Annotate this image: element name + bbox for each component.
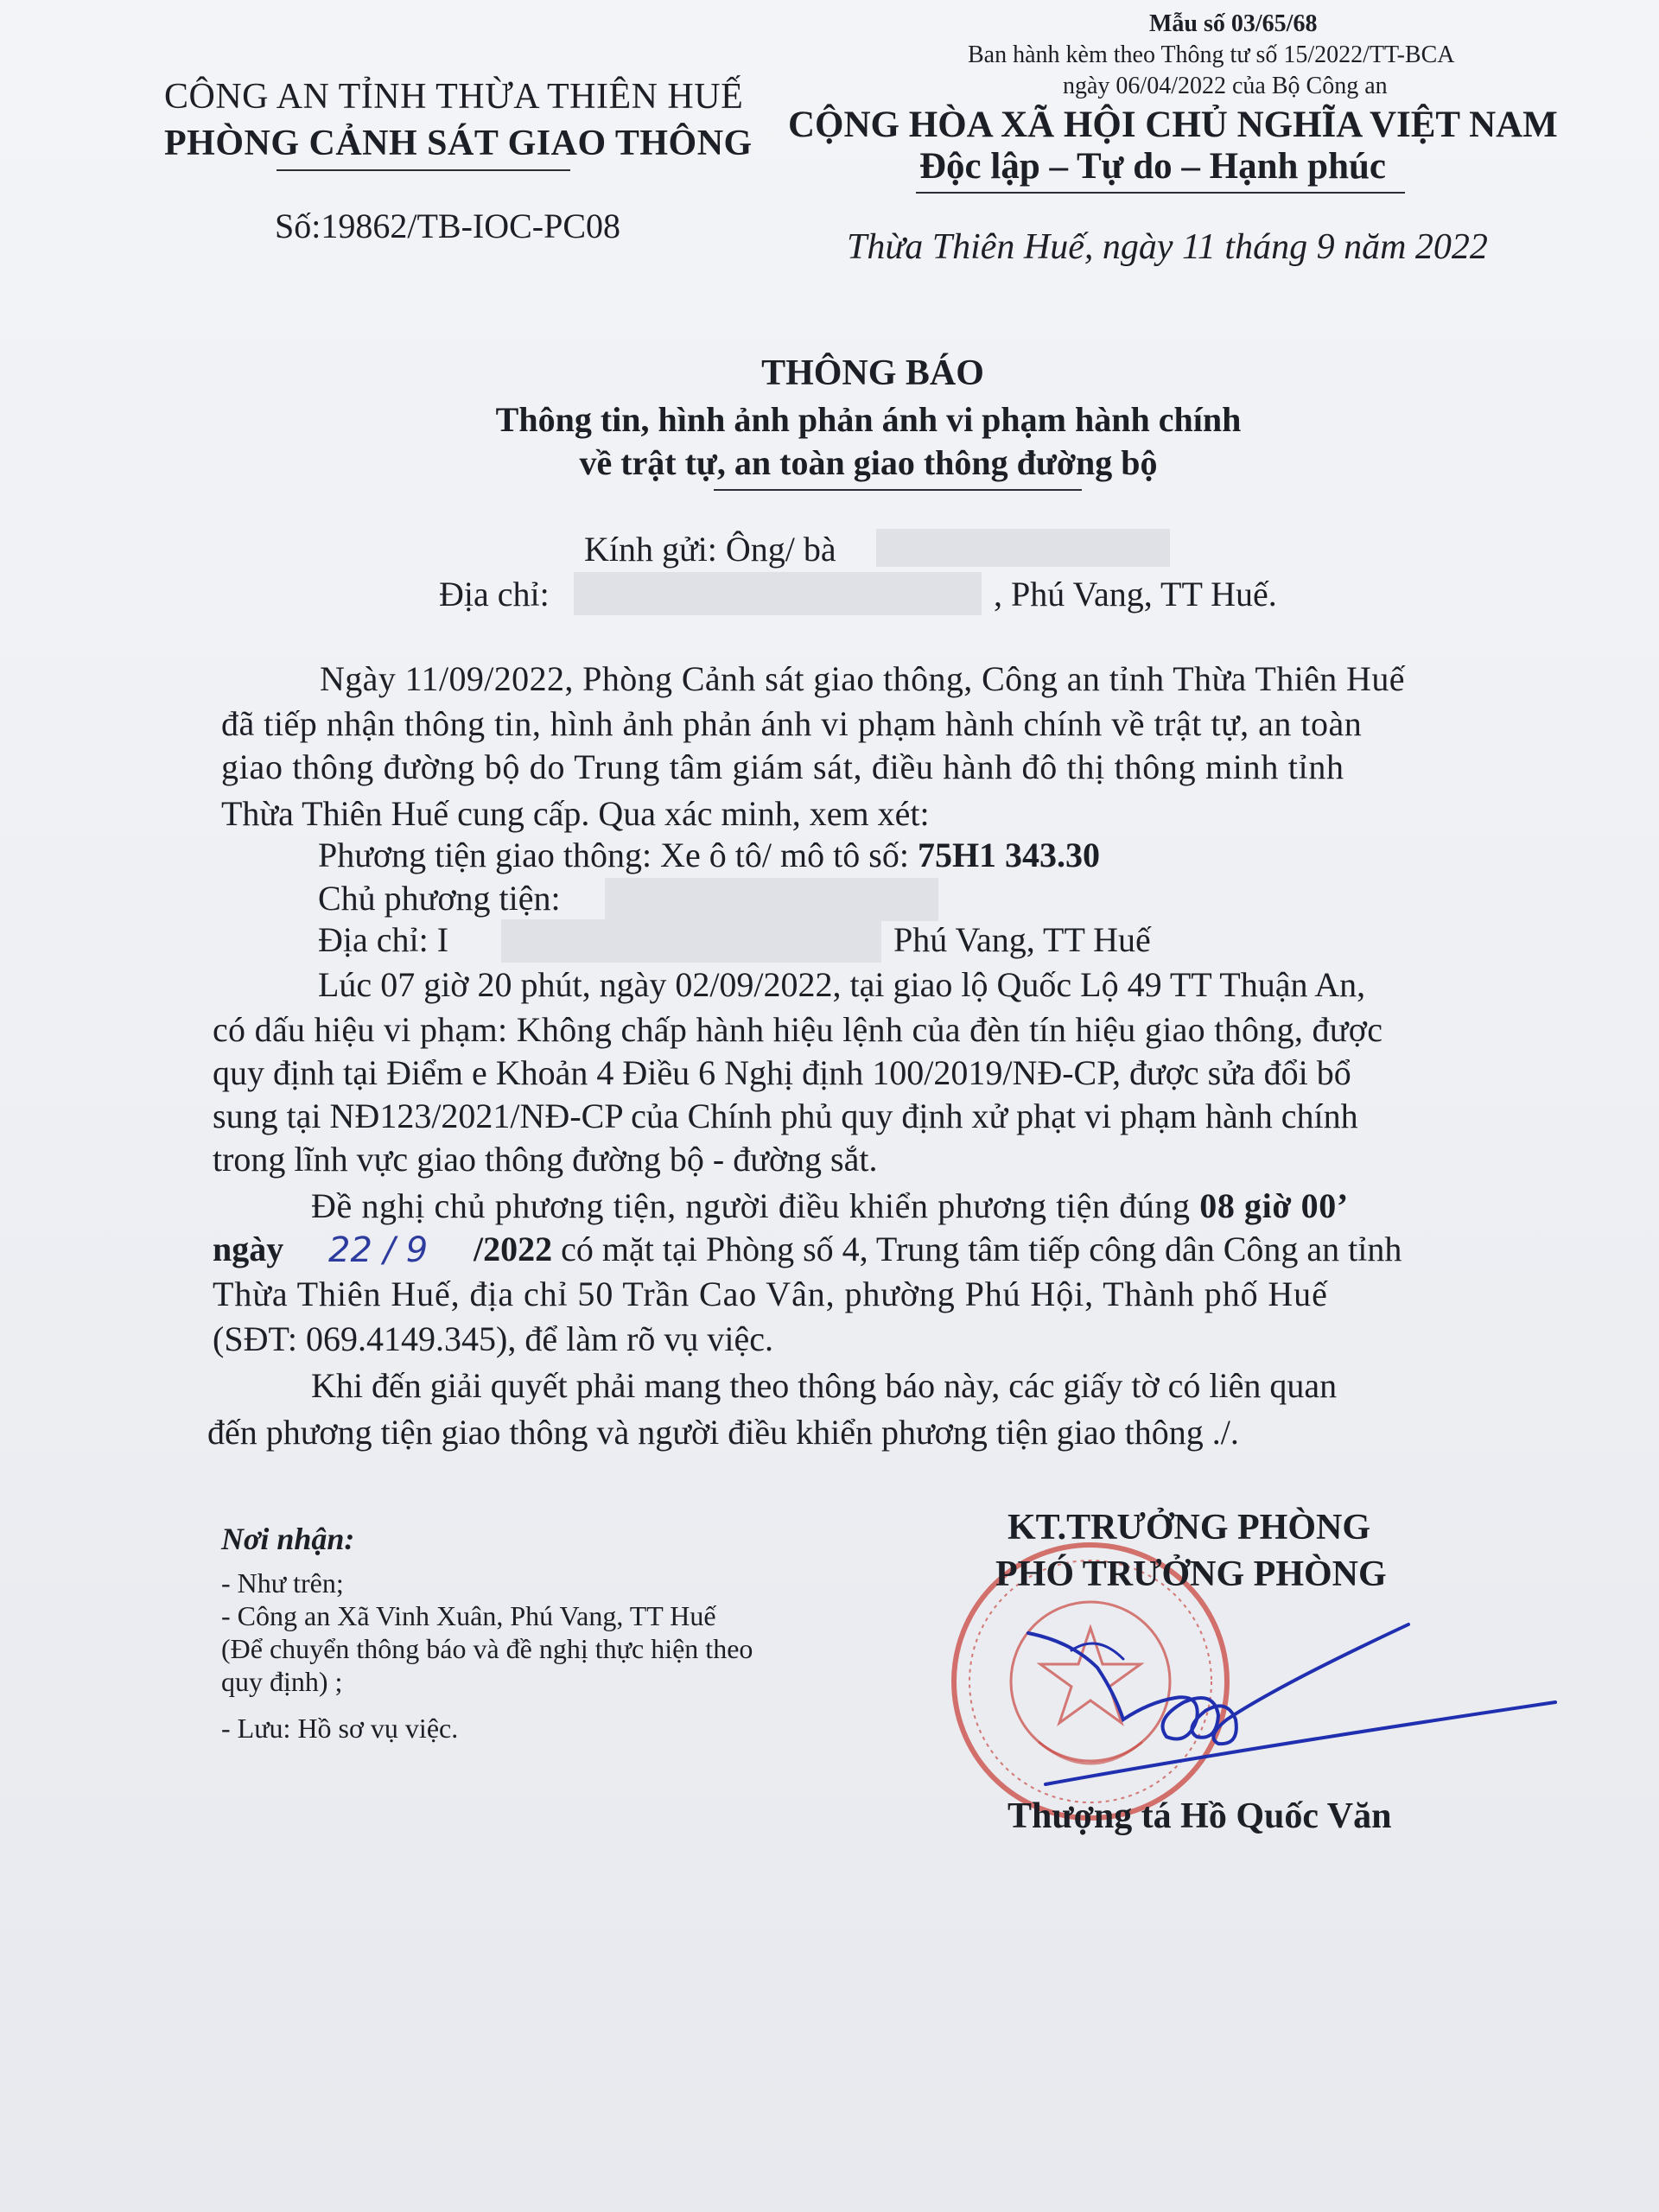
agency-name: CÔNG AN TỈNH THỪA THIÊN HUẾ <box>164 77 744 117</box>
appointment-place-line <box>474 1229 1402 1269</box>
place-and-date: Thừa Thiên Huế, ngày 11 tháng 9 năm 2022 <box>847 227 1488 267</box>
document-subtitle-line1: Thông tin, hình ảnh phản ánh vi phạm hành chính <box>495 400 1242 439</box>
body-line: đã tiếp nhận thông tin, hình ảnh phản ánh vi phạm hành chính về trật tự, an toàn <box>221 704 1363 743</box>
redacted-recipient-address <box>574 572 982 615</box>
appointment-place: có mặt tại Phòng số 4, Trung tâm tiếp công dân Công an tỉnh <box>552 1230 1402 1268</box>
national-motto: Độc lập – Tự do – Hạnh phúc <box>919 146 1386 187</box>
recipient-item: - Công an Xã Vinh Xuân, Phú Vang, TT Huế <box>221 1600 716 1631</box>
vehicle-label: Phương tiện giao thông: Xe ô tô/ mô tô số: <box>318 836 918 874</box>
appointment-year: /2022 <box>474 1230 553 1268</box>
signature-title-2: PHÓ TRƯỞNG PHÒNG <box>995 1554 1387 1594</box>
appointment-time: 08 giờ 00’ <box>1199 1186 1349 1225</box>
license-plate: 75H1 343.30 <box>917 836 1101 874</box>
appointment-line <box>311 1185 1349 1226</box>
form-code: Mẫu số 03/65/68 <box>1149 10 1318 37</box>
body-line: Khi đến giải quyết phải mang theo thông báo này, các giấy tờ có liên quan <box>311 1366 1338 1405</box>
recipient-address-label: Địa chỉ: <box>439 575 550 613</box>
body-line: Thừa Thiên Huế cung cấp. Qua xác minh, xem xét: <box>221 794 930 833</box>
vehicle-line <box>318 835 1100 875</box>
body-line: (SĐT: 069.4149.345), để làm rõ vụ việc. <box>213 1319 774 1358</box>
recipient-item: - Lưu: Hồ sơ vụ việc. <box>221 1713 459 1744</box>
signature-title-1: KT.TRƯỞNG PHÒNG <box>1007 1508 1370 1548</box>
owner-label: Chủ phương tiện: <box>318 879 561 918</box>
owner-address-label: Địa chỉ: I <box>318 920 449 959</box>
body-line: có dấu hiệu vi phạm: Không chấp hành hiệu lệnh của đèn tín hiệu giao thông, được <box>213 1010 1383 1049</box>
body-line: Ngày 11/09/2022, Phòng Cảnh sát giao thông, Công an tỉnh Thừa Thiên Huế <box>320 659 1405 698</box>
body-line: giao thông đường bộ do Trung tâm giám sát, điều hành đô thị thông minh tỉnh <box>221 747 1344 786</box>
recipient-item: - Như trên; <box>221 1567 344 1599</box>
form-issued-with: Ban hành kèm theo Thông tư số 15/2022/TT-BCA <box>968 41 1455 68</box>
document-number: Số:19862/TB-IOC-PC08 <box>275 207 621 245</box>
recipient-item: quy định) ; <box>221 1666 343 1697</box>
handwritten-date: 22 / 9 <box>328 1230 429 1270</box>
handwritten-signature <box>1020 1607 1573 1797</box>
recipient-item: (Để chuyển thông báo và đề nghị thực hiện theo <box>221 1633 753 1664</box>
form-issued-date: ngày 06/04/2022 của Bộ Công an <box>1063 73 1388 99</box>
body-line: Lúc 07 giờ 20 phút, ngày 02/09/2022, tại giao lộ Quốc Lộ 49 TT Thuận An, <box>318 965 1366 1004</box>
document-title: THÔNG BÁO <box>761 353 984 393</box>
national-title: CỘNG HÒA XÃ HỘI CHỦ NGHĨA VIỆT NAM <box>788 105 1558 145</box>
motto-underline <box>916 192 1405 194</box>
redacted-owner-address <box>501 919 881 963</box>
department-name: PHÒNG CẢNH SÁT GIAO THÔNG <box>164 124 753 163</box>
body-line: trong lĩnh vực giao thông đường bộ - đường sắt. <box>213 1140 878 1179</box>
redacted-recipient-name <box>876 529 1170 567</box>
recipients-title: Nơi nhận: <box>221 1522 355 1556</box>
greeting: Kính gửi: Ông/ bà <box>584 530 836 569</box>
body-line: quy định tại Điểm e Khoản 4 Điều 6 Nghị định 100/2019/NĐ-CP, được sửa đổi bổ <box>213 1053 1351 1092</box>
redacted-owner-name <box>605 878 938 921</box>
department-underline <box>276 169 570 171</box>
appointment-day-label <box>213 1229 283 1269</box>
body-line: sung tại NĐ123/2021/NĐ-CP của Chính phủ quy định xử phạt vi phạm hành chính <box>213 1096 1358 1135</box>
recipient-address-tail: , Phú Vang, TT Huế. <box>994 575 1277 613</box>
owner-address-tail: Phú Vang, TT Huế <box>893 920 1151 959</box>
body-line: đến phương tiện giao thông và người điều khiển phương tiện giao thông ./. <box>207 1413 1239 1452</box>
document-subtitle-line2: về trật tự, an toàn giao thông đường bộ <box>579 443 1158 482</box>
appointment-text: Đề nghị chủ phương tiện, người điều khiển phương tiện đúng <box>311 1186 1200 1225</box>
signer-name: Thượng tá Hồ Quốc Văn <box>1007 1796 1392 1836</box>
body-line: Thừa Thiên Huế, địa chỉ 50 Trần Cao Vân, phường Phú Hội, Thành phố Huế <box>213 1274 1328 1313</box>
title-underline <box>714 489 1082 491</box>
day-label: ngày <box>213 1230 284 1268</box>
